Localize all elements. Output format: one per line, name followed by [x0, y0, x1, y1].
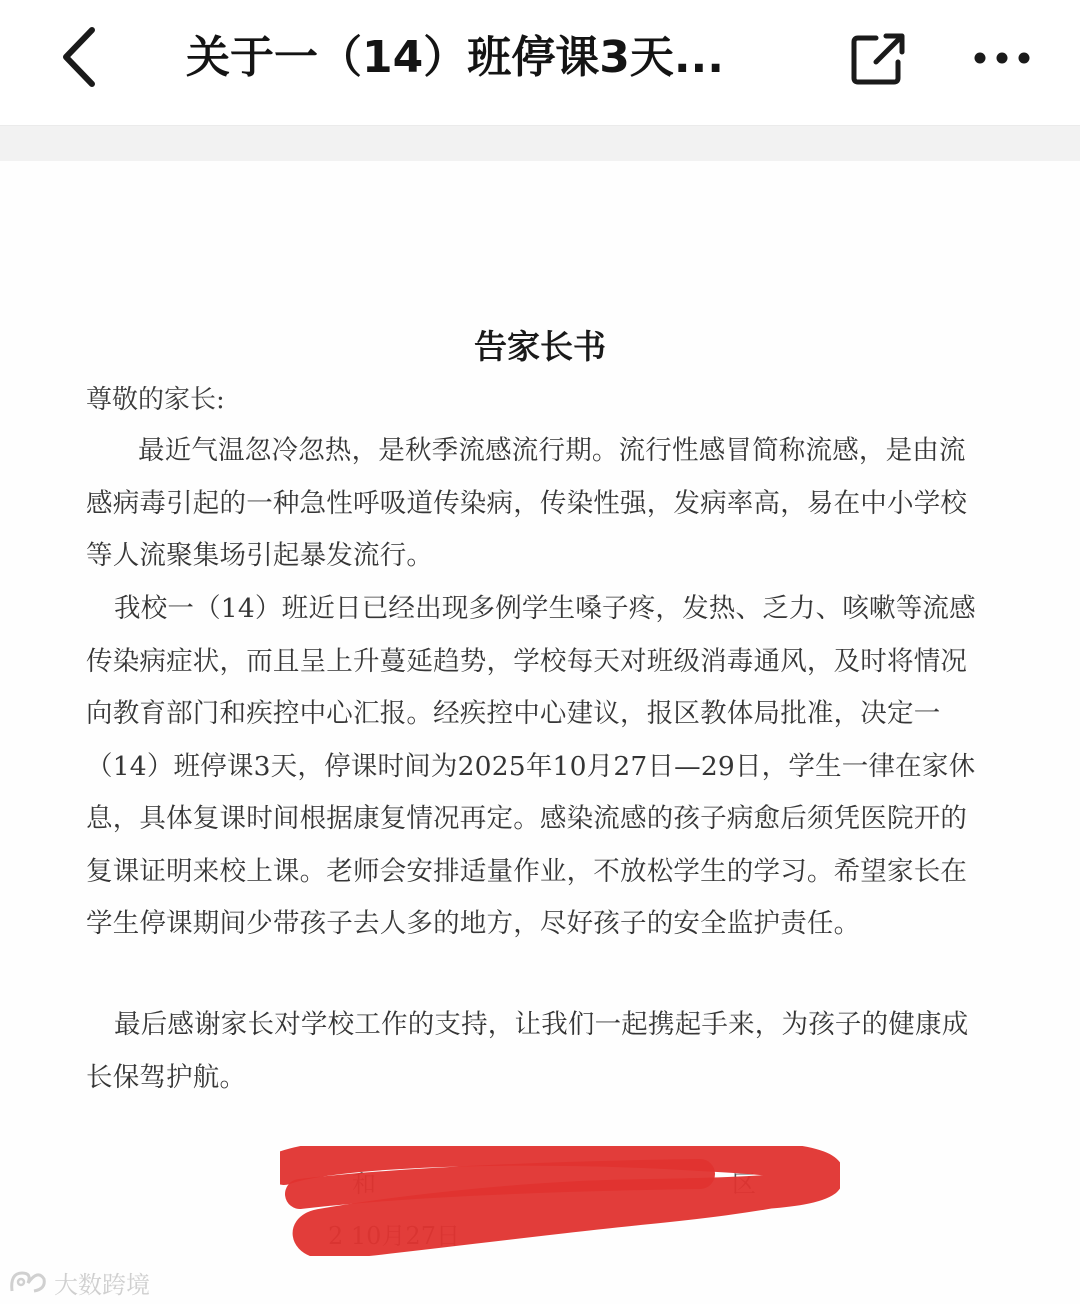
notice-document-image — [0, 161, 1080, 1304]
header-divider — [0, 125, 1080, 162]
chevron-left-icon — [52, 22, 112, 92]
share-icon — [846, 26, 910, 90]
paragraph-2: 我校一（14）班近日已经出现多例学生嗓子疼，发热、乏力、咳嗽等流感传染病症状，而且呈上升蔓延趋势，学校每天对班级消毒通风，及时将情况向教育部门和疾控中心汇报。经疾控中心建议，报区教体局批准，决定一（14）班停课3天，停课时间为2025年10月27日—29日，学生一律在家休息，具体复课时间根据康复情况再定。感染流感的孩子病愈后须凭医院开的复课证明来校上课。老师会安排适量作业，不放松学生的学习。希望家长在学生停课期间少带孩子去人多的地方，尽好孩子的安全监护责任。 — [86, 593, 976, 939]
watermark — [8, 1265, 150, 1299]
more-horizontal-icon — [970, 30, 1034, 86]
brand-logo-icon — [8, 1267, 48, 1297]
paragraph-1: 最近气温忽冷忽热，是秋季流感流行期。流行性感冒简称流感，是由流感病毒引起的一种急性呼吸道传染病，传染性强，发病率高，易在中小学校等人流聚集场引起暴发流行。 — [86, 435, 968, 571]
red-redaction-scribble — [280, 1146, 840, 1256]
signature-block — [280, 1146, 840, 1256]
watermark-text: 大数跨境 — [54, 1270, 150, 1299]
share-button[interactable] — [846, 26, 910, 90]
back-button[interactable] — [52, 22, 112, 92]
more-options-button[interactable] — [970, 30, 1034, 86]
document-title: 告家长书 — [474, 327, 606, 366]
date-partial-text: 2 10月27日 — [328, 1222, 460, 1250]
signature-suffix-text: 区 — [732, 1170, 756, 1198]
page-title: 关于一（14）班停课3天... — [186, 32, 724, 83]
top-navigation-bar — [0, 0, 1080, 125]
paragraph-3: 最后感谢家长对学校工作的支持，让我们一起携起手来，为孩子的健康成长保驾护航。 — [86, 1009, 969, 1093]
document-greeting: 尊敬的家长: — [86, 385, 225, 415]
signature-partial-text: 和 — [352, 1170, 376, 1198]
